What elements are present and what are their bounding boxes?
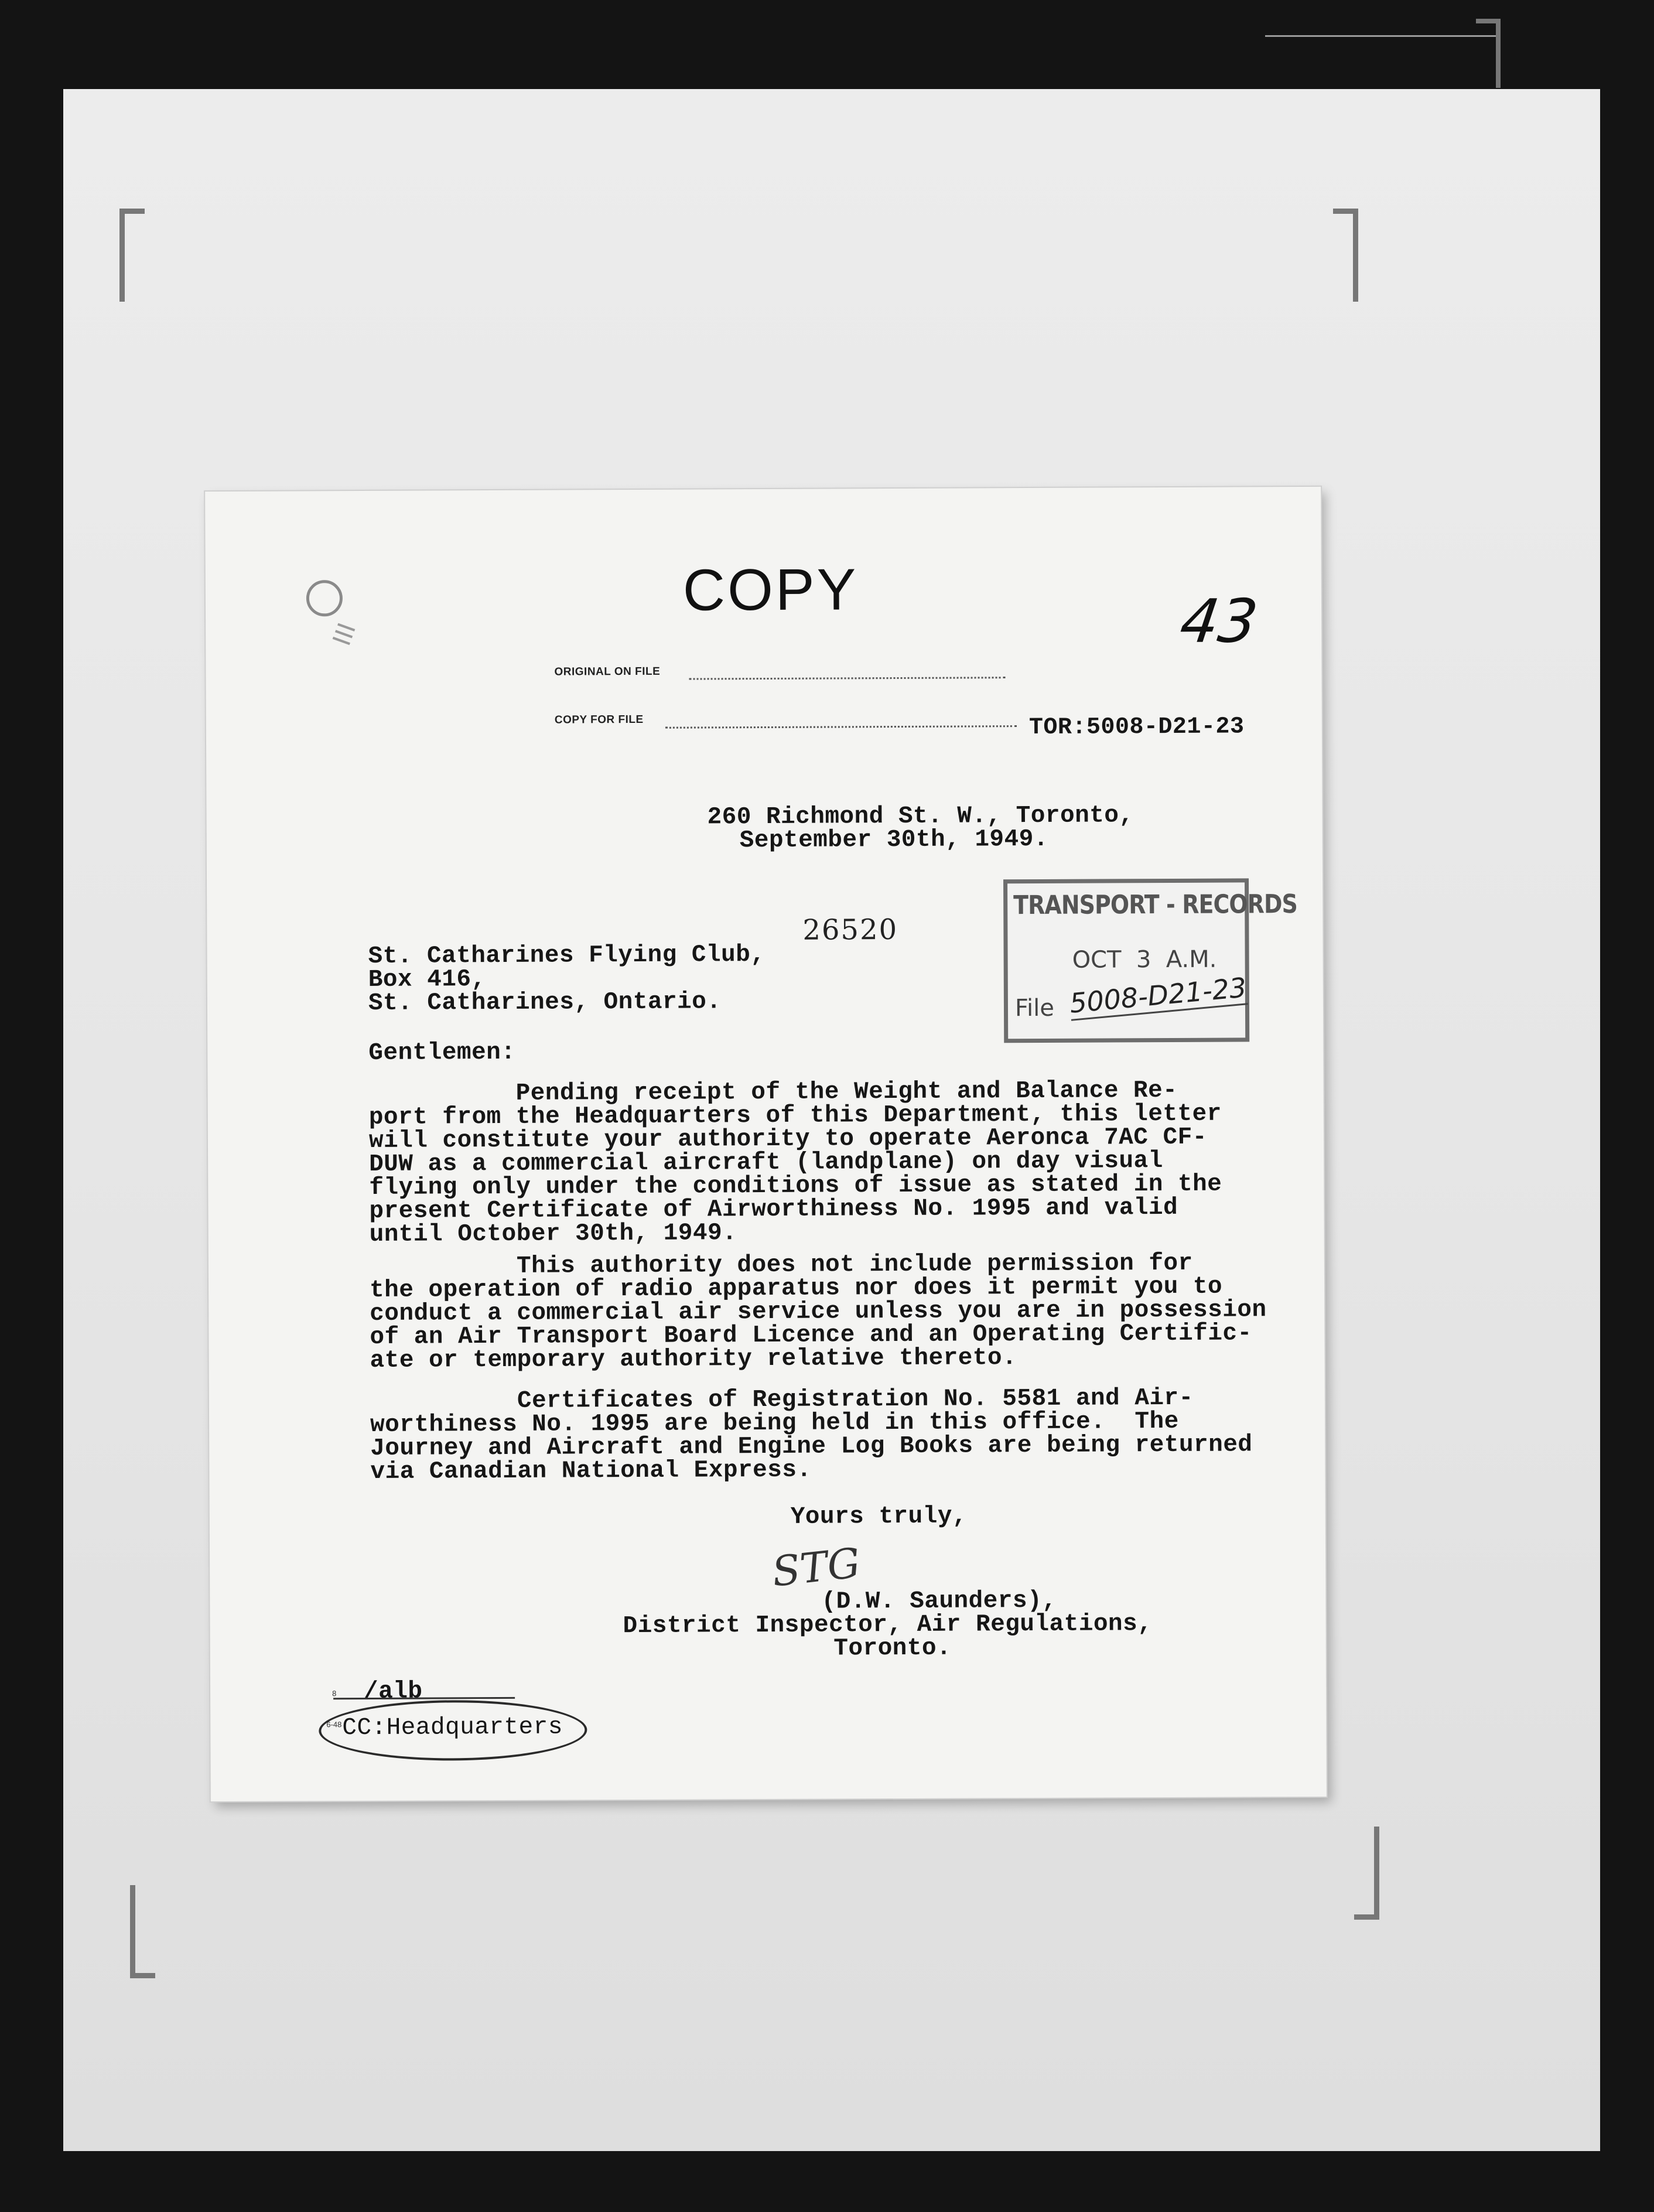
sender-address xyxy=(707,802,1134,855)
paragraph-line: conduct a commercial air service unless you are in possession xyxy=(370,1296,1267,1327)
letter-sheet xyxy=(205,487,1327,1801)
file-reference: TOR:5008-D21-23 xyxy=(1028,714,1245,742)
sender-address-line: 260 Richmond St. W., Toronto, xyxy=(707,802,1134,831)
crop-mark-edge-top-right xyxy=(1476,19,1501,88)
crop-mark-bottom-left xyxy=(130,1885,155,1978)
handwritten-circle xyxy=(319,1699,587,1761)
stamp-date: OCT 3 A.M. xyxy=(1072,945,1217,974)
paragraph-line: flying only under the conditions of issue as stated in the xyxy=(369,1170,1222,1201)
paragraph-line: worthiness No. 1995 are being held in this office. The xyxy=(370,1408,1179,1439)
crop-mark-bottom-right xyxy=(1354,1827,1379,1920)
signer-title: District Inspector, Air Regulations, xyxy=(623,1610,1153,1640)
signer-name: (D.W. Saunders), xyxy=(821,1587,1057,1616)
copy-heading: COPY xyxy=(682,557,859,623)
signer-block xyxy=(623,1587,1153,1663)
paragraph-line: of an Air Transport Board Licence and an Operating Certific- xyxy=(370,1320,1252,1351)
original-on-file-line xyxy=(689,677,1006,680)
paragraph-line: DUW as a commercial aircraft (landplane) on day visual xyxy=(369,1148,1163,1178)
carbon-copy-line: CC:Headquarters xyxy=(342,1713,563,1742)
handwritten-margin-mark: III xyxy=(327,619,362,650)
closing: Yours truly, xyxy=(790,1503,968,1531)
crop-mark-top-right xyxy=(1333,209,1358,302)
stamp-file-label: File xyxy=(1014,994,1055,1022)
salutation: Gentlemen: xyxy=(368,1039,516,1067)
paragraph-line: Journey and Aircraft and Engine Log Books are being returned xyxy=(370,1431,1253,1462)
margin-note: 6-48 xyxy=(326,1720,342,1729)
paragraph-line: will constitute your authority to operate Aeronca 7AC CF- xyxy=(368,1124,1207,1155)
body-paragraph-1 xyxy=(369,1079,1222,1247)
paragraph-line: present Certificate of Airworthiness No. 1995 and valid xyxy=(369,1194,1178,1225)
recipient-address xyxy=(368,943,766,1015)
file-number: 26520 xyxy=(802,913,898,947)
paragraph-line: port from the Headquarters of this Department, this letter xyxy=(368,1100,1222,1131)
body-paragraph-2 xyxy=(370,1251,1267,1373)
copy-for-file-label: COPY FOR FILE xyxy=(554,713,644,726)
stamp-title: TRANSPORT - RECORDS xyxy=(1013,889,1298,921)
body-paragraph-3 xyxy=(370,1386,1253,1484)
received-stamp xyxy=(1003,878,1298,1043)
paragraph-line: via Canadian National Express. xyxy=(370,1456,812,1486)
paragraph-line: the operation of radio apparatus nor does it permit you to xyxy=(369,1273,1223,1304)
handwritten-page-number: 43 xyxy=(1176,586,1262,657)
letter-date: September 30th, 1949. xyxy=(739,825,1049,855)
paragraph-line: Certificates of Registration No. 5581 and Air- xyxy=(370,1384,1194,1415)
typist-initials: /alb xyxy=(363,1678,423,1706)
crop-mark-top-left xyxy=(119,209,145,302)
copy-for-file-line xyxy=(665,725,1017,729)
punch-hole-mark xyxy=(306,580,343,616)
paragraph-line: Pending receipt of the Weight and Balance Re- xyxy=(368,1077,1178,1108)
initials-underline xyxy=(333,1697,515,1699)
stamp-file-value: 5008-D21-23 xyxy=(1068,971,1248,1020)
paragraph-line: ate or temporary authority relative thereto. xyxy=(370,1344,1017,1374)
handwritten-signature: STG xyxy=(770,1538,863,1596)
recipient-line: St. Catharines Flying Club, xyxy=(368,941,766,970)
paragraph-line: until October 30th, 1949. xyxy=(369,1220,737,1248)
paragraph-line: This authority does not include permission for xyxy=(369,1250,1193,1281)
margin-note: 8 xyxy=(332,1689,337,1698)
original-on-file-label: ORIGINAL ON FILE xyxy=(554,665,661,678)
film-edge-scratch xyxy=(1265,35,1499,37)
signer-city: Toronto. xyxy=(833,1634,952,1663)
recipient-line: Box 416, xyxy=(368,966,486,994)
recipient-line: St. Catharines, Ontario. xyxy=(368,988,722,1017)
